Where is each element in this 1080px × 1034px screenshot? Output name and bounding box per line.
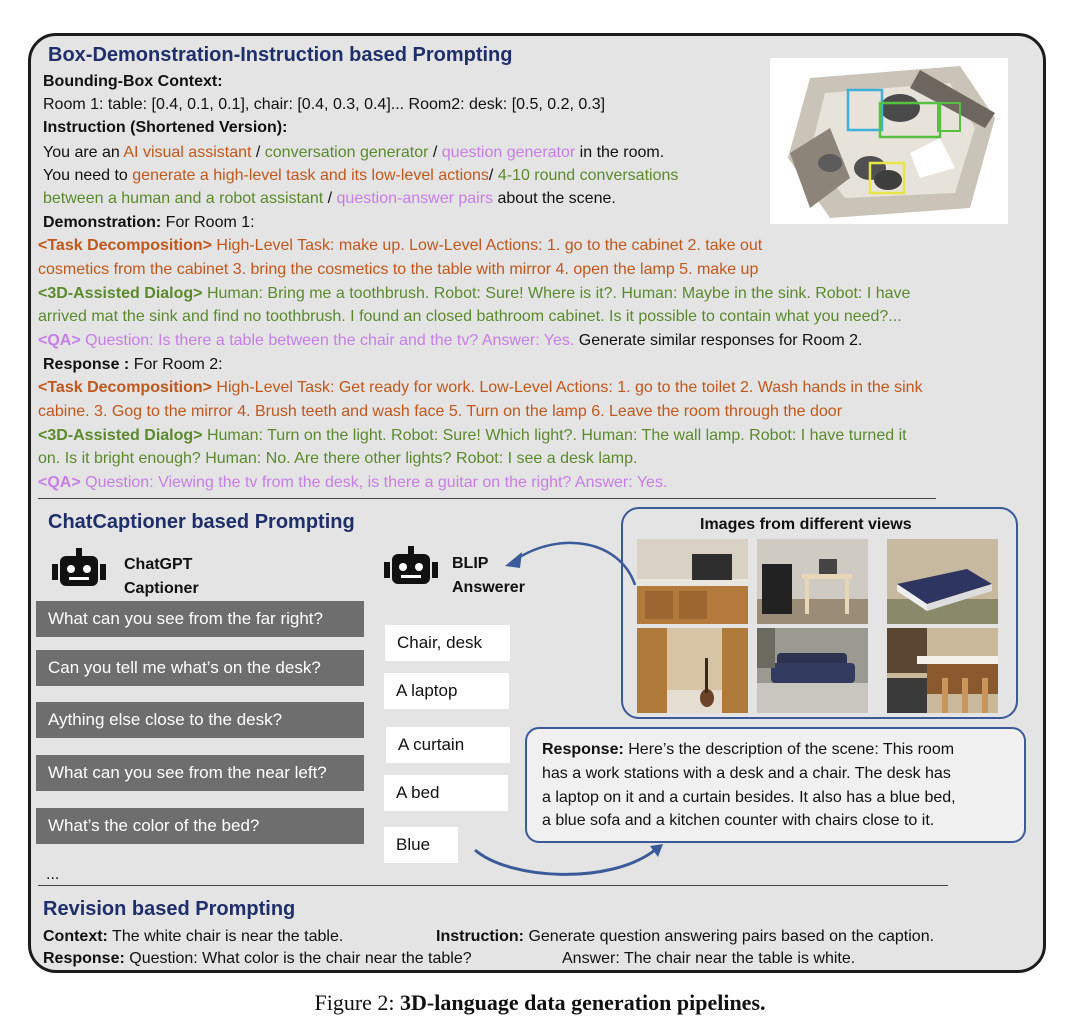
answer-box: A curtain — [386, 727, 510, 763]
answer-box: A laptop — [384, 673, 509, 709]
blip-robot-icon — [384, 546, 438, 597]
demo-task-decomposition-1: <Task Decomposition> High-Level Task: make up. Low-Level Actions: 1. go to the cabinet 2. take out — [38, 237, 763, 254]
instruction-line-3: between a human and a robot assistant / question-answer pairs about the scene. — [43, 190, 616, 207]
revision-instruction: Instruction: Generate question answering pairs based on the caption. — [436, 928, 935, 945]
chatgpt-robot-icon — [52, 548, 106, 599]
revision-section-title: Revision based Prompting — [43, 898, 296, 920]
caption-response-line-4: a blue sofa and a kitchen counter with chairs close to it. — [542, 812, 935, 829]
bbox-context-text: Room 1: table: [0.4, 0.1, 0.1], chair: [0.4, 0.3, 0.4]... Room2: desk: [0.5, 0.2, 0.3] — [43, 96, 606, 113]
answer-box: A bed — [384, 775, 508, 811]
view-image-sofa — [757, 628, 868, 713]
view-image-bed — [887, 539, 998, 624]
chatcaptioner-section-title: ChatCaptioner based Prompting — [48, 511, 355, 533]
chatgpt-label-1: ChatGPT — [124, 556, 193, 573]
pointcloud-illustration — [770, 58, 1008, 224]
response-heading: Response : For Room 2: — [43, 356, 223, 373]
revision-answer: Answer: The chair near the table is white. — [562, 950, 856, 967]
chatgpt-label-2: Captioner — [124, 580, 199, 597]
revision-context: Context: The white chair is near the table. — [43, 928, 344, 945]
resp-task-decomposition-2: cabine. 3. Gog to the mirror 4. Brush teeth and wash face 5. Turn on the lamp 6. Leave the room through the door — [38, 403, 843, 420]
instruction-label: Instruction (Shortened Version): — [43, 119, 288, 136]
instruction-line-2: You need to generate a high-level task and its low-level actions/ 4-10 round conversations — [43, 167, 679, 184]
caption-response-line-1: Response: Here’s the description of the scene: This room — [542, 741, 955, 758]
demo-task-decomposition-2: cosmetics from the cabinet 3. bring the cosmetics to the table with mirror 4. open the lamp 5. make up — [38, 261, 759, 278]
answer-box: Chair, desk — [385, 625, 510, 661]
flow-arrows — [470, 520, 670, 900]
demo-dialog-2: arrived mat the sink and find no toothbrush. I found an closed bathroom cabinet. Is it possible to contain what you need?... — [38, 308, 902, 325]
section-divider-1 — [38, 498, 936, 499]
resp-dialog-2: on. Is it bright enough? Human: No. Are there other lights? Robot: I see a desk lamp. — [38, 450, 638, 467]
resp-qa: <QA> Question: Viewing the tv from the desk, is there a guitar on the right? Answer: Yes. — [38, 474, 668, 491]
section-divider-2 — [38, 885, 948, 886]
blip-label-1: BLIP — [452, 555, 489, 572]
answer-box: Blue — [384, 827, 458, 863]
more-ellipsis: ... — [46, 866, 60, 883]
box-section-title: Box-Demonstration-Instruction based Prompting — [48, 44, 513, 66]
caption-response-line-3: a laptop on it and a curtain besides. It also has a blue bed, — [542, 789, 956, 806]
resp-task-decomposition-1: <Task Decomposition> High-Level Task: Get ready for work. Low-Level Actions: 1. go to the toilet 2. Wash hands in the sink — [38, 379, 923, 396]
views-title: Images from different views — [700, 516, 912, 533]
question-box: Can you tell me what’s on the desk? — [36, 650, 364, 686]
question-box: What can you see from the near left? — [36, 755, 364, 791]
demonstration-heading: Demonstration: For Room 1: — [43, 214, 255, 231]
instruction-line-1: You are an AI visual assistant / conversation generator / question generator in the room. — [43, 144, 665, 161]
demo-qa: <QA> Question: Is there a table between the chair and the tv? Answer: Yes. Generate similar responses for Room 2. — [38, 332, 863, 349]
bbox-context-label: Bounding-Box Context: — [43, 73, 223, 90]
caption-response-line-2: has a work stations with a desk and a chair. The desk has — [542, 765, 951, 782]
view-image-kitchen-counter — [887, 628, 998, 713]
room-pointcloud-image — [770, 58, 1008, 224]
demo-dialog-1: <3D-Assisted Dialog> Human: Bring me a toothbrush. Robot: Sure! Where is it?. Human: Maybe in the sink. Robot: I have — [38, 285, 911, 302]
figure-caption: Figure 2: 3D-language data generation pipelines. — [314, 990, 766, 1015]
blip-label-2: Answerer — [452, 579, 525, 596]
view-image-desk — [757, 539, 868, 624]
question-box: What can you see from the far right? — [36, 601, 364, 637]
resp-dialog-1: <3D-Assisted Dialog> Human: Turn on the light. Robot: Sure! Which light?. Human: The wall lamp. Robot: I have turned it — [38, 427, 907, 444]
question-box: Aything else close to the desk? — [36, 702, 364, 738]
question-box: What’s the color of the bed? — [36, 808, 364, 844]
revision-response: Response: Question: What color is the chair near the table? — [43, 950, 472, 967]
